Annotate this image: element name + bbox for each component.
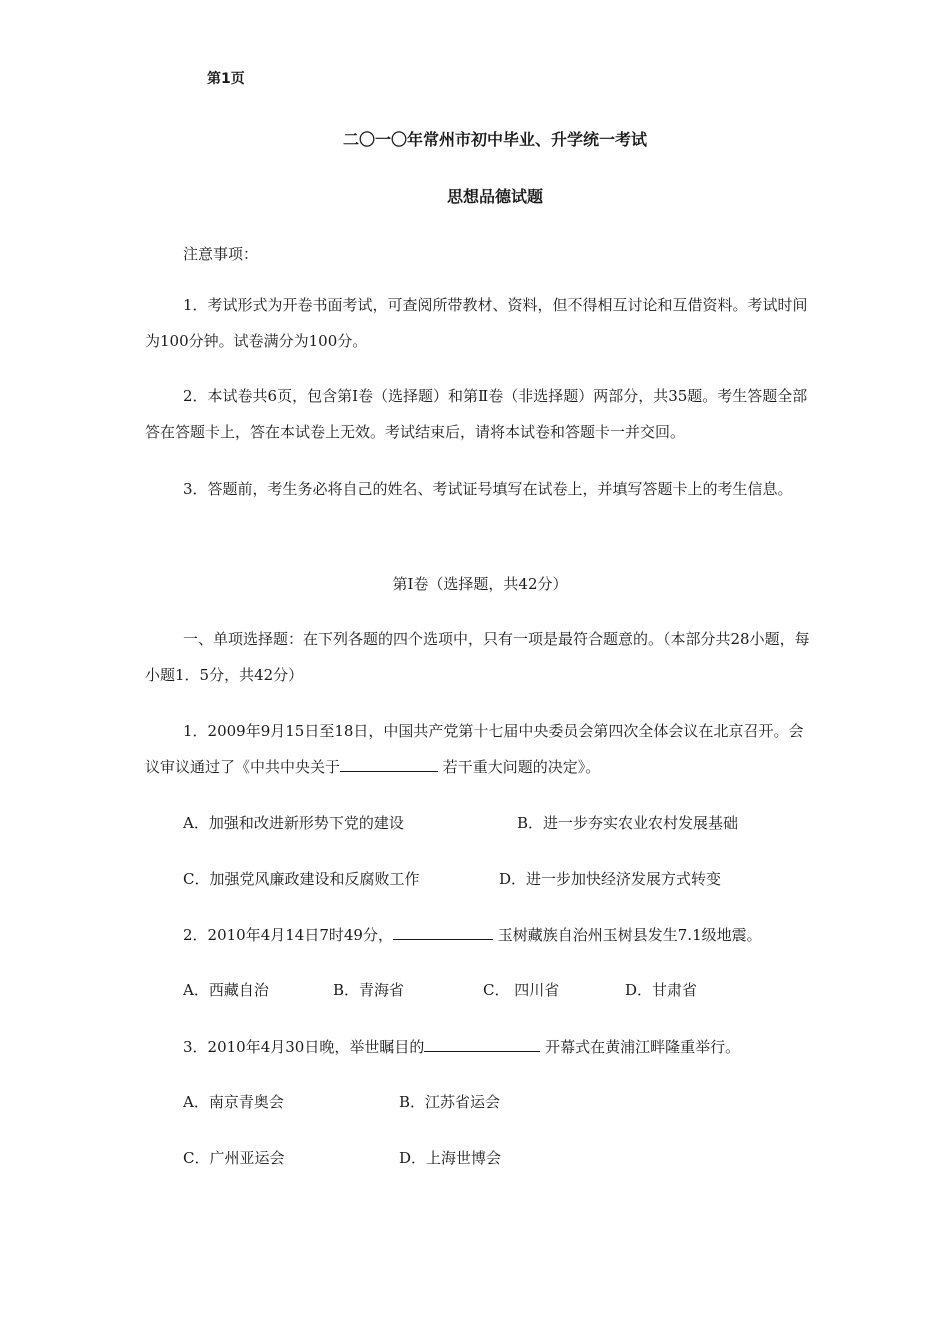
question-3-stem-end: 开幕式在黄浦江畔隆重举行。 <box>540 1038 741 1056</box>
notice-item-1: 1．考试形式为开卷书面考试，可查阅所带教材、资料，但不得相互讨论和互借资料。考试时间为100分钟。试卷满分为100分。 <box>145 296 808 350</box>
question-1-option-b: B．进一步夯实农业农村发展基础 <box>517 814 739 832</box>
answer-blank <box>424 1035 540 1052</box>
answer-blank <box>340 755 438 772</box>
question-3-stem <box>145 1029 815 1065</box>
question-1-option-a: A．加强和改进新形势下党的建设 <box>183 814 404 832</box>
question-1-option-d: D．进一步加快经济发展方式转变 <box>499 870 722 888</box>
exam-subject: 思想品德试题 <box>446 187 543 206</box>
question-2-stem-text: 2．2010年4月14日7时49分， <box>183 926 393 944</box>
question-2-option-d: D．甘肃省 <box>625 981 698 999</box>
question-3-stem-text: 3．2010年4月30日晚，举世瞩目的 <box>183 1038 425 1056</box>
question-3-option-c: C．广州亚运会 <box>183 1149 285 1167</box>
question-2-stem <box>145 917 845 953</box>
exam-title: 二〇一〇年常州市初中毕业、升学统一考试 <box>342 130 647 149</box>
question-2-option-b: B．青海省 <box>333 981 405 999</box>
notice-item-2: 2．本试卷共6页，包含第Ⅰ卷（选择题）和第Ⅱ卷（非选择题）两部分，共35题。考生答题全部答在答题卡上，答在本试卷上无效。考试结束后，请将本试卷和答题卡一并交回。 <box>145 387 808 441</box>
question-2-option-a: A．西藏自治 <box>183 981 269 999</box>
question-3-option-a: A．南京青奥会 <box>183 1093 284 1111</box>
answer-blank <box>393 923 493 940</box>
section-title: 第Ⅰ卷（选择题，共42分） <box>392 575 568 593</box>
question-2-stem-end: 玉树藏族自治州玉树县发生7.1级地震。 <box>492 926 762 944</box>
page-number: 第1页 <box>207 71 245 87</box>
question-1-stem-text: 1．2009年9月15日至18日，中国共产党第十七届中央委员会第四次全体会议在北京召开。会议审议通过了《中共中央关于 <box>145 722 804 776</box>
question-2-option-c: C． 四川省 <box>483 981 560 999</box>
question-1-option-c: C．加强党风廉政建设和反腐败工作 <box>183 870 420 888</box>
question-3-option-d: D．上海世博会 <box>399 1149 502 1167</box>
notice-item-3: 3．答题前，考生务必将自己的姓名、考试证号填写在试卷上，并填写答题卡上的考生信息。 <box>183 480 793 498</box>
notice-heading: 注意事项： <box>183 245 259 263</box>
section-intro: 一、单项选择题：在下列各题的四个选项中，只有一项是最符合题意的。（本部分共28小题，每小题1．5分，共42分） <box>145 630 810 684</box>
question-1-stem-end: 若干重大问题的决定》。 <box>438 758 601 776</box>
question-1-stem <box>145 713 815 785</box>
question-3-option-b: B．江苏省运会 <box>399 1093 501 1111</box>
